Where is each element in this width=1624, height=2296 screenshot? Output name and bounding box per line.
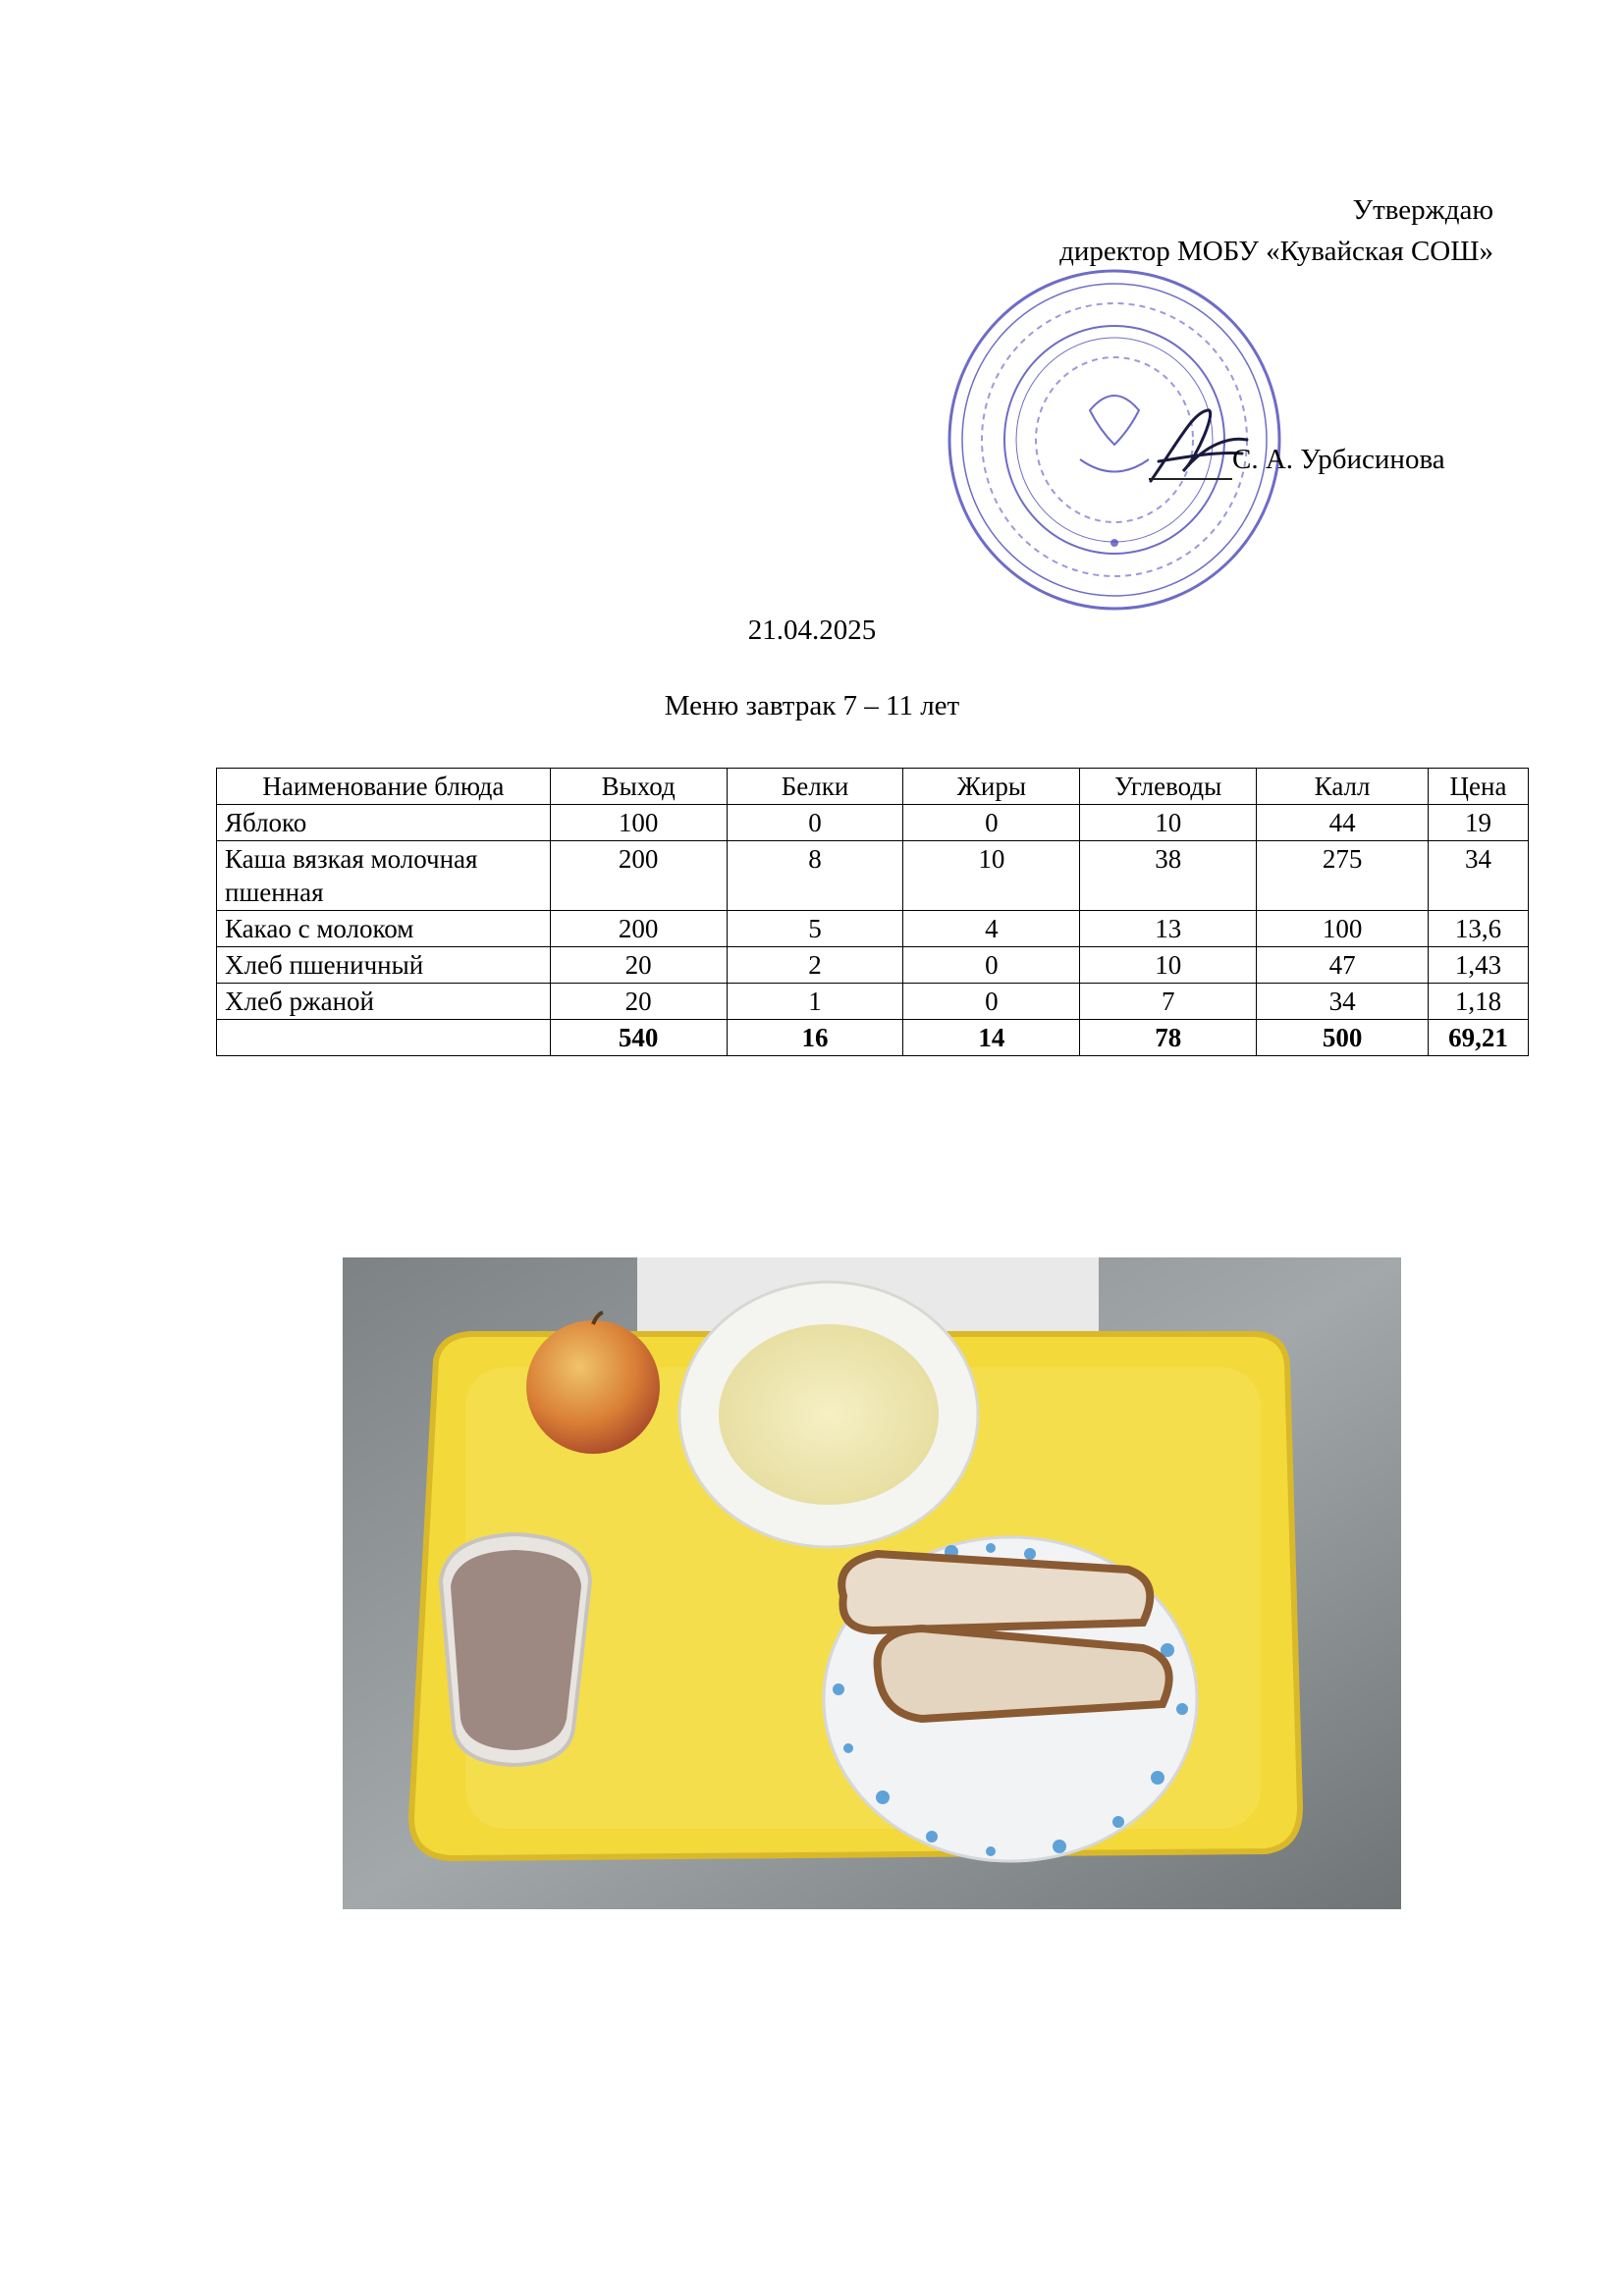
approval-label: Утверждаю	[1352, 194, 1493, 226]
cell-price: 1,18	[1429, 984, 1529, 1020]
cell-carbs: 7	[1080, 984, 1257, 1020]
bread-plate	[824, 1537, 1197, 1861]
cell-price: 34	[1429, 841, 1529, 911]
cell-price: 19	[1429, 805, 1529, 841]
approval-block	[1059, 189, 1493, 272]
cell-carbs: 10	[1080, 947, 1257, 984]
cell-fat: 4	[903, 911, 1080, 947]
table-row	[217, 841, 1529, 911]
cell-dish: Яблоко	[217, 805, 551, 841]
header-dish: Наименование блюда	[217, 769, 551, 805]
total-price: 69,21	[1429, 1020, 1529, 1056]
header-calories: Калл	[1257, 769, 1429, 805]
meal-photo	[343, 1257, 1401, 1909]
table-header-row	[217, 769, 1529, 805]
cell-dish: Каша вязкая молочная пшенная	[217, 841, 551, 911]
cell-calories: 47	[1257, 947, 1429, 984]
cell-protein: 5	[727, 911, 903, 947]
menu-table	[216, 768, 1529, 1056]
table-row	[217, 947, 1529, 984]
approval-position: директор МОБУ «Кувайская СОШ»	[1059, 236, 1493, 267]
header-price: Цена	[1429, 769, 1529, 805]
header-protein: Белки	[727, 769, 903, 805]
cell-fat: 0	[903, 947, 1080, 984]
cell-protein: 0	[727, 805, 903, 841]
header-output: Выход	[550, 769, 727, 805]
signer-name: С. А. Урбисинова	[1232, 444, 1445, 475]
cell-calories: 100	[1257, 911, 1429, 947]
cell-dish: Хлеб пшеничный	[217, 947, 551, 984]
porridge-bowl	[679, 1282, 978, 1547]
cell-output: 100	[550, 805, 727, 841]
cell-protein: 8	[727, 841, 903, 911]
cell-output: 20	[550, 984, 727, 1020]
total-label	[217, 1020, 551, 1056]
cell-dish: Какао с молоком	[217, 911, 551, 947]
cell-output: 20	[550, 947, 727, 984]
header-fat: Жиры	[903, 769, 1080, 805]
cell-fat: 10	[903, 841, 1080, 911]
cell-fat: 0	[903, 805, 1080, 841]
cell-price: 13,6	[1429, 911, 1529, 947]
total-carbs: 78	[1080, 1020, 1257, 1056]
cell-carbs: 38	[1080, 841, 1257, 911]
header-carbs: Углеводы	[1080, 769, 1257, 805]
cell-output: 200	[550, 841, 727, 911]
table-row	[217, 911, 1529, 947]
table-total-row	[217, 1020, 1529, 1056]
cell-output: 200	[550, 911, 727, 947]
total-protein: 16	[727, 1020, 903, 1056]
total-fat: 14	[903, 1020, 1080, 1056]
cell-price: 1,43	[1429, 947, 1529, 984]
cell-dish: Хлеб ржаной	[217, 984, 551, 1020]
cell-carbs: 13	[1080, 911, 1257, 947]
cell-calories: 275	[1257, 841, 1429, 911]
wheat-bread	[841, 1554, 1150, 1630]
total-calories: 500	[1257, 1020, 1429, 1056]
signature-line	[1149, 478, 1232, 480]
cell-calories: 34	[1257, 984, 1429, 1020]
total-output: 540	[550, 1020, 727, 1056]
cell-protein: 2	[727, 947, 903, 984]
cocoa-glass	[441, 1534, 590, 1765]
cell-fat: 0	[903, 984, 1080, 1020]
menu-date: 21.04.2025	[747, 614, 877, 646]
cell-carbs: 10	[1080, 805, 1257, 841]
cell-calories: 44	[1257, 805, 1429, 841]
table-row	[217, 805, 1529, 841]
menu-title: Меню завтрак 7 – 11 лет	[664, 690, 960, 721]
table-row	[217, 984, 1529, 1020]
cell-protein: 1	[727, 984, 903, 1020]
